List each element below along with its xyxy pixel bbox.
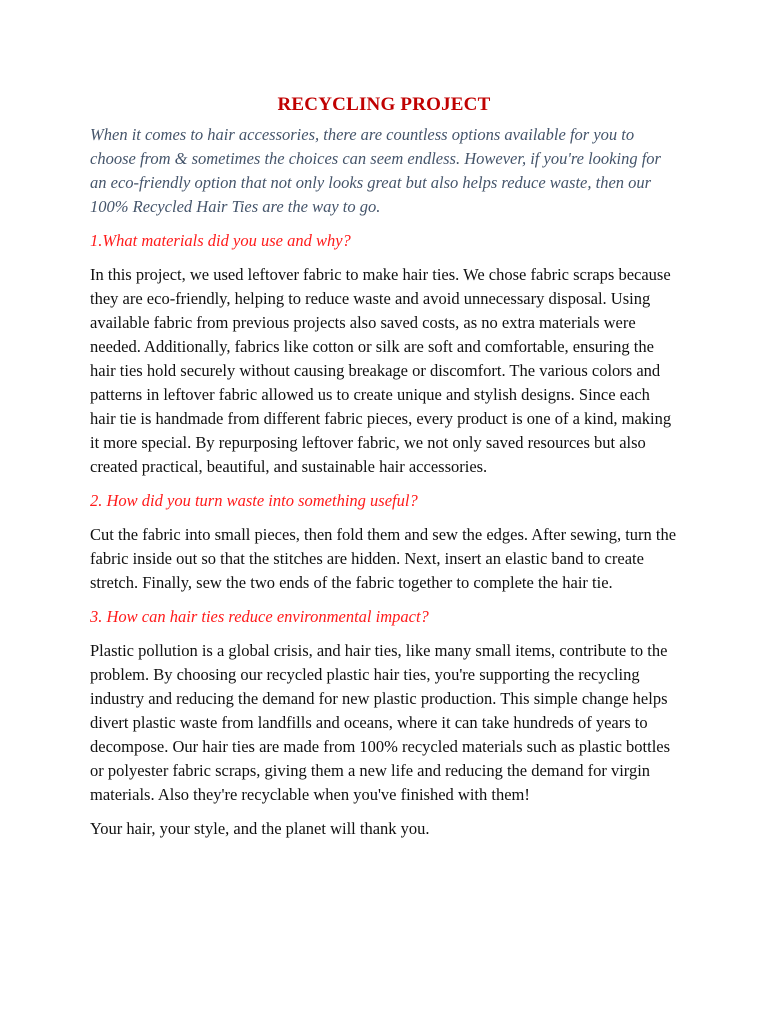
question-2: 2. How did you turn waste into something useful?	[90, 491, 418, 510]
question-1: 1.What materials did you use and why?	[90, 231, 351, 250]
question-3: 3. How can hair ties reduce environmental impact?	[90, 607, 429, 626]
answer-2: Cut the fabric into small pieces, then fold them and sew the edges. After sewing, turn the fabric inside out so that the stitches are hidden. Next, insert an elastic band to create stretch. Finally, sew the two ends of the fabric together to complete the hair tie.	[90, 525, 677, 592]
closing-paragraph: Your hair, your style, and the planet will thank you.	[90, 819, 430, 838]
intro-paragraph: When it comes to hair accessories, there are countless options available for you to choose from & sometimes the choices can seem endless. However, if you're looking for an eco-friendly option that not only looks great but also helps reduce waste, then our 100% Recycled Hair Ties are the way to go.	[90, 125, 661, 216]
answer-3: Plastic pollution is a global crisis, and hair ties, like many small items, contribute to the problem. By choosing our recycled plastic hair ties, you're supporting the recycling industry and reducing the demand for new plastic production. This simple change helps divert plastic waste from landfills and oceans, where it can take hundreds of years to decompose. Our hair ties are made from 100% recycled materials such as plastic bottles or polyester fabric scraps, giving them a new life and reducing the demand for virgin materials. Also they're recyclable when you've finished with them!	[90, 641, 671, 804]
document-title: RECYCLING PROJECT	[277, 94, 491, 115]
answer-1: In this project, we used leftover fabric to make hair ties. We chose fabric scraps because they are eco-friendly, helping to reduce waste and avoid unnecessary disposal. Using available fabric from previous projects also saved costs, as no extra materials were needed. Additionally, fabrics like cotton or silk are soft and comfortable, ensuring the hair ties hold securely without causing breakage or discomfort. The various colors and patterns in leftover fabric allowed us to create unique and stylish designs. Since each hair tie is handmade from different fabric pieces, every product is one of a kind, making it more special. By repurposing leftover fabric, we not only saved resources but also created practical, beautiful, and sustainable hair accessories.	[90, 265, 672, 476]
